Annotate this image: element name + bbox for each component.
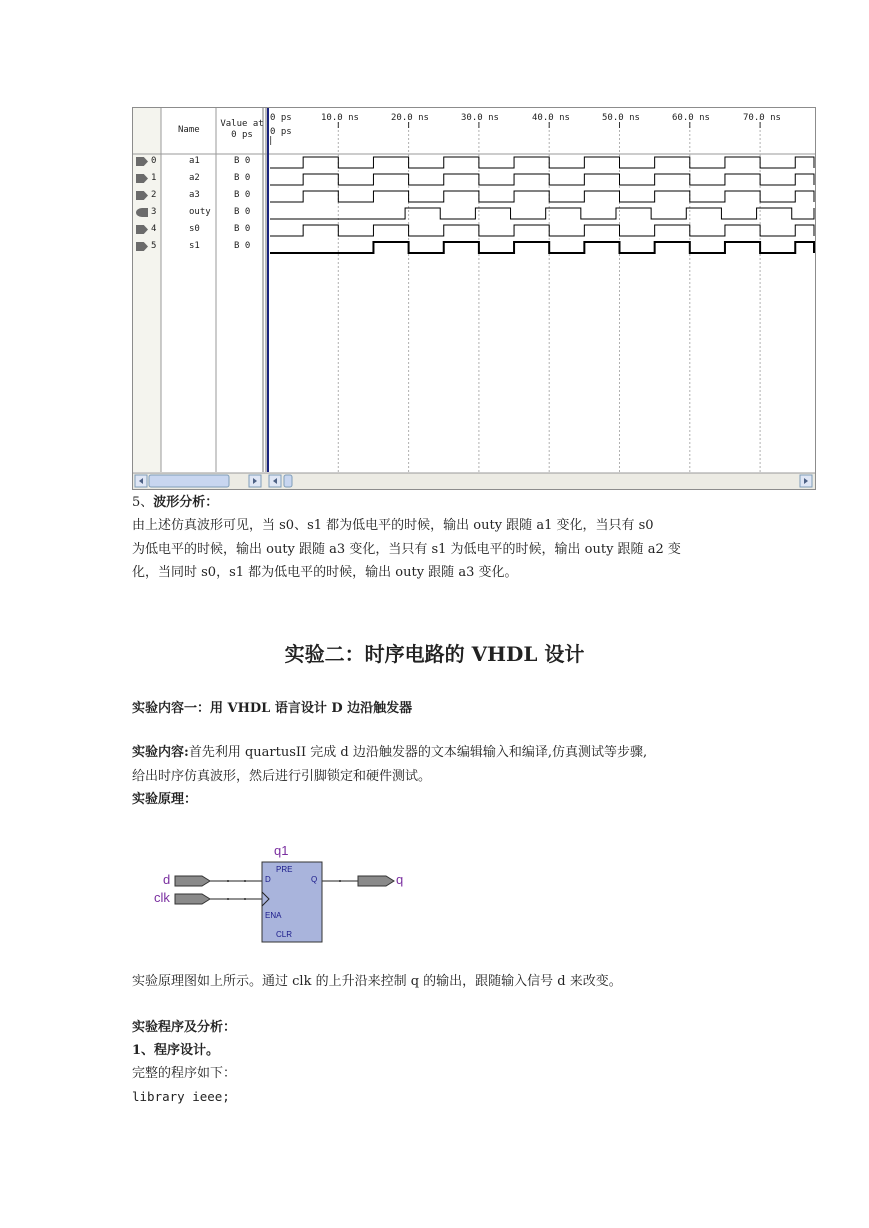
pre-label: PRE — [276, 865, 293, 874]
signal-value: B 0 — [234, 156, 251, 166]
time-tick-label: 20.0 ns — [391, 113, 429, 123]
signal-waveform — [270, 242, 814, 253]
signal-name: a1 — [189, 156, 200, 166]
signal-value: B 0 — [234, 207, 251, 217]
signal-index: 2 — [151, 190, 157, 200]
heading-text: 波形分析： — [153, 495, 219, 510]
signal-waveform — [270, 191, 814, 202]
cursor-marker: | — [268, 136, 274, 146]
paragraph-line: 由上述仿真波形可见，当 s0、s1 都为低电平的时候，输出 outy 跟随 a1 变化，当只有 s0 — [132, 518, 654, 533]
signal-value: B 0 — [234, 173, 251, 183]
signal-row[interactable] — [133, 154, 264, 171]
input-pin-icon — [136, 242, 148, 251]
signal-index: 4 — [151, 224, 157, 234]
principle-description: 实验原理图如上所示。通过 clk 的上升沿来控制 q 的输出，跟随输入信号 d 来改变。 — [132, 974, 622, 989]
output-pin-icon — [136, 208, 148, 217]
scrollbar-thumb[interactable] — [149, 475, 229, 487]
signal-row[interactable] — [133, 205, 264, 222]
paragraph-line: 化，当同时 s0，s1 都为低电平的时候，输出 outy 跟随 a3 变化。 — [132, 565, 518, 580]
principle-label: 实验原理： — [132, 792, 198, 807]
signal-value: B 0 — [234, 190, 251, 200]
signal-name: s1 — [189, 241, 200, 251]
value-header-line2: 0 ps — [231, 130, 253, 140]
instance-name: q1 — [274, 843, 289, 858]
wire-dot — [227, 880, 229, 882]
signal-index: 0 — [151, 156, 157, 166]
program-analysis-heading: 实验程序及分析： — [132, 1020, 237, 1035]
input-pin-icon — [136, 225, 148, 234]
waveform-viewer — [132, 107, 816, 490]
signal-value: B 0 — [234, 224, 251, 234]
input-pin-clk — [175, 894, 210, 904]
d-pin-label: D — [265, 875, 271, 884]
value-header-line1: Value at — [220, 119, 264, 129]
signal-row[interactable] — [133, 171, 264, 188]
input-pin-icon — [136, 174, 148, 183]
signal-value: B 0 — [234, 241, 251, 251]
program-intro: 完整的程序如下： — [132, 1066, 237, 1081]
time-tick-label: 70.0 ns — [743, 113, 781, 123]
signal-row[interactable] — [133, 239, 264, 256]
scrollbar-thumb[interactable] — [284, 475, 292, 487]
input-clk-label: clk — [154, 890, 170, 905]
content-text-line2: 给出时序仿真波形，然后进行引脚锁定和硬件测试。 — [132, 769, 432, 784]
scrollbar-track — [133, 473, 815, 489]
cursor-time-label: 0 ps — [270, 127, 292, 137]
input-pin-icon — [136, 191, 148, 200]
code-line: library ieee; — [132, 1089, 230, 1104]
time-tick-label: 30.0 ns — [461, 113, 499, 123]
signal-name: a3 — [189, 190, 200, 200]
signal-waveform — [270, 225, 814, 236]
signal-index: 5 — [151, 241, 157, 251]
dff-diagram — [150, 840, 420, 950]
signal-name: a2 — [189, 173, 200, 183]
time-tick-label: 0 ps — [270, 113, 292, 123]
time-tick-label: 60.0 ns — [672, 113, 710, 123]
grid-lines — [338, 118, 760, 472]
time-tick-label: 50.0 ns — [602, 113, 640, 123]
column-header-name: Name — [178, 125, 200, 135]
wire-dot — [339, 880, 341, 882]
section-heading — [132, 493, 218, 512]
program-design-heading: 1、程序设计。 — [132, 1043, 220, 1058]
wire-dot — [244, 880, 246, 882]
signal-name: outy — [189, 207, 211, 217]
paragraph-line: 为低电平的时候，输出 outy 跟随 a3 变化，当只有 s1 为低电平的时候，输出 outy 跟随 a2 变 — [132, 542, 681, 557]
signal-row[interactable] — [133, 222, 264, 239]
input-pin-icon — [136, 157, 148, 166]
signal-index: 1 — [151, 173, 157, 183]
time-tick-label: 40.0 ns — [532, 113, 570, 123]
input-d-label: d — [163, 872, 171, 887]
time-tick-label: 10.0 ns — [321, 113, 359, 123]
signal-index: 3 — [151, 207, 157, 217]
wire-dot — [227, 898, 229, 900]
column-header-value — [219, 119, 265, 141]
wire-dot — [244, 898, 246, 900]
signal-waveform — [270, 157, 814, 168]
q-pin-label: Q — [311, 875, 318, 884]
content-label: 实验内容: — [132, 745, 189, 760]
content-text: 首先利用 quartusII 完成 d 边沿触发器的文本编辑输入和编译,仿真测试等步骤, — [188, 745, 648, 760]
input-pin-d — [175, 876, 210, 886]
signal-waveform — [270, 174, 814, 185]
signal-row[interactable] — [133, 188, 264, 205]
page-title: 实验二：时序电路的 VHDL 设计 — [284, 642, 585, 666]
signal-name: s0 — [189, 224, 200, 234]
content-one-heading: 实验内容一：用 VHDL 语言设计 D 边沿触发器 — [132, 701, 413, 716]
signal-waveform — [270, 208, 814, 219]
output-q-label: q — [396, 872, 404, 887]
content-paragraph — [132, 743, 647, 762]
clr-label: CLR — [276, 930, 293, 939]
output-pin-q — [358, 876, 394, 886]
signal-waveforms — [270, 157, 814, 253]
ena-label: ENA — [265, 911, 282, 920]
heading-number: 5、 — [132, 495, 154, 510]
